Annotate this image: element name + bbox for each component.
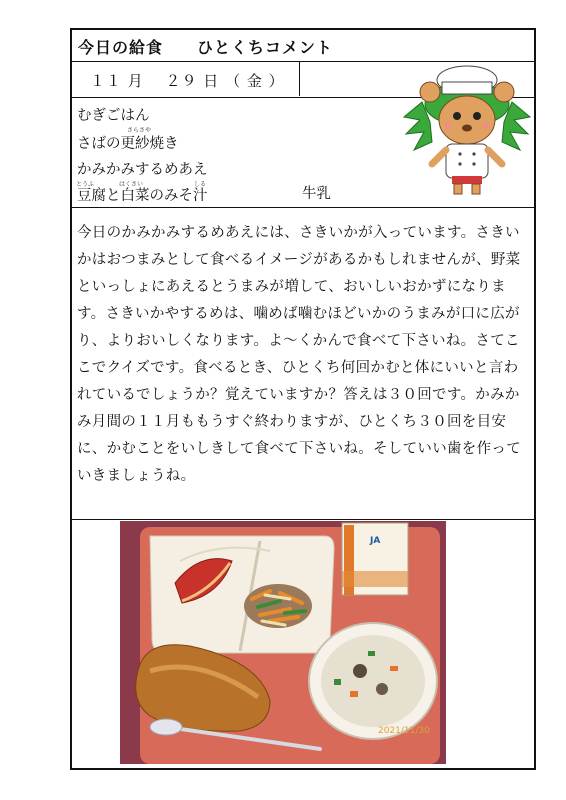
menu-ruby-toufu: とうふ [76, 181, 95, 188]
menu-item-miso-soup: 豆腐と白菜のみそ汁 [77, 188, 208, 204]
menu-item-saba: さばの更紗焼き [77, 136, 179, 152]
title-row [72, 30, 534, 62]
carton-brand: JA [370, 536, 381, 546]
menu-ruby-sarasa: さらさや [127, 127, 152, 134]
menu-item-milk: 牛乳 [302, 186, 331, 202]
menu-ruby-hakusai: はくさい [119, 181, 144, 188]
comment-section [72, 208, 534, 520]
comment-text: 今日のかみかみするめあえには、さきいかが入っています。さきいかはおつまみとして食べるイメージがあるかもしれませんが、野菜といっしょにあえるとうまみが増して、おいしいおかずになります。さきいかやするめは、噛めば噛むほどいかのうまみが口に広がり、よりおいしくなります。よ～くかんで食べて下さいね。さてここでクイズです。食べるとき、ひとくち何回かむと体にいいと言われているでしょうか？覚えていますか？答えは３０回です。かみかみ月間の１１月ももうすぐ終わりますが、ひとくち３０回を目安に、かむことをいしきして食べて下さいね。そしていい歯を作っていきましょうね。 [77, 225, 521, 484]
menu-item-rice: むぎごはん [77, 108, 150, 124]
lunch-photo [120, 521, 446, 764]
page-title: 今日の給食 ひとくちコメント [78, 38, 334, 57]
menu-item-surume: かみかみするめあえ [77, 162, 208, 178]
menu-ruby-jiru: しる [194, 181, 207, 188]
mascot-illustration [402, 62, 532, 197]
photo-timestamp: 2021/11/30 [378, 726, 430, 736]
date-cell [72, 62, 300, 96]
date-text: １１ 月 ２９ 日 （ 金 ） [90, 72, 285, 90]
